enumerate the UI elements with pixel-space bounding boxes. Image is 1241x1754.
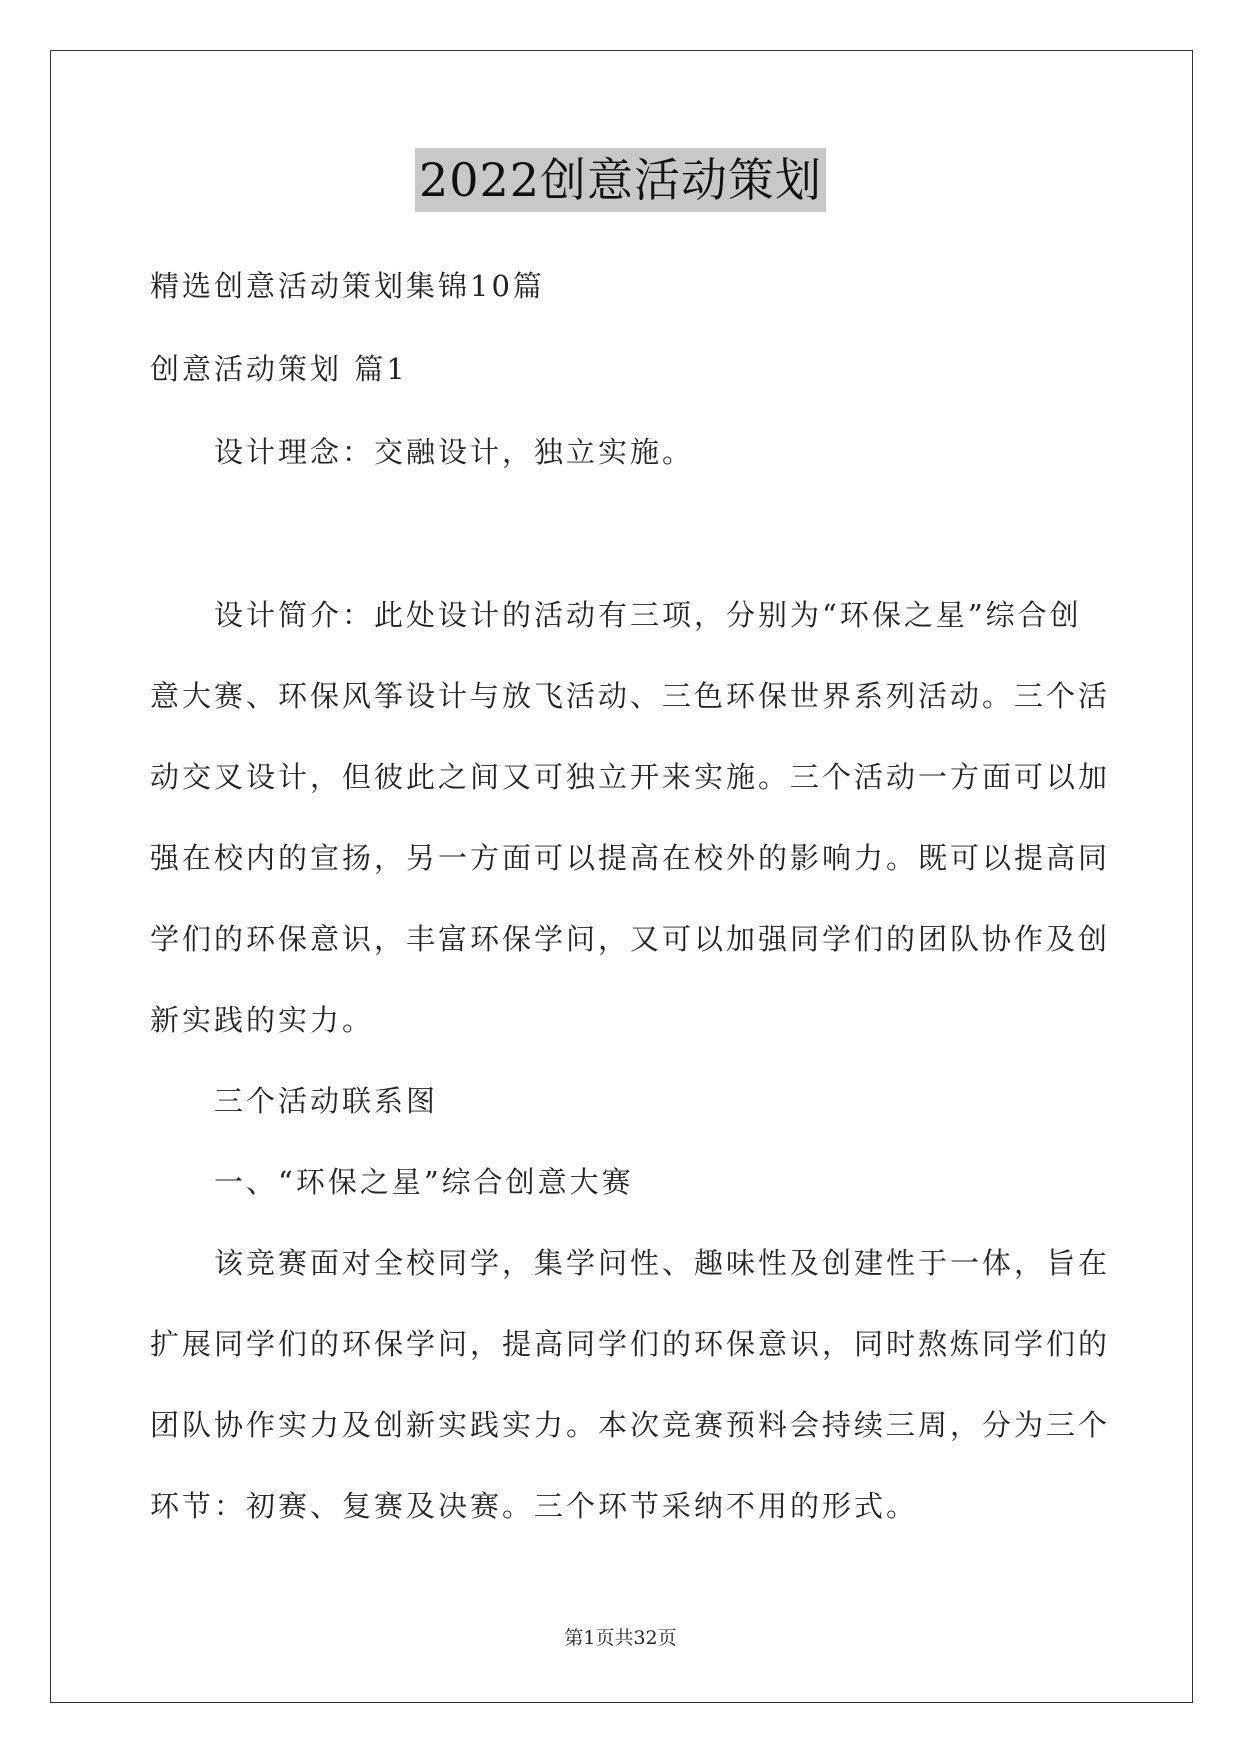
title-container (0, 148, 1241, 212)
paragraph-line: 强在校内的宣扬，另一方面可以提高在校外的影响力。既可以提高同 (150, 841, 1111, 875)
page-number: 第1页 (564, 1627, 615, 1649)
section-heading: 一、“环保之星”综合创意大赛 (214, 1165, 634, 1199)
document-title: 2022创意活动策划 (415, 148, 826, 212)
page-total: 共32页 (614, 1627, 677, 1649)
paragraph-line: 学们的环保意识，丰富环保学问，又可以加强同学们的团队协作及创 (150, 922, 1111, 956)
paragraph-line: 环节：初赛、复赛及决赛。三个环节采纳不用的形式。 (150, 1489, 919, 1523)
paragraph-line: 扩展同学们的环保学问，提高同学们的环保意识，同时熬炼同学们的 (150, 1327, 1111, 1361)
section-heading: 创意活动策划 篇1 (150, 352, 408, 386)
paragraph-line: 设计理念：交融设计，独立实施。 (214, 435, 695, 469)
paragraph-line: 设计简介：此处设计的活动有三项，分别为“环保之星”综合创 (214, 598, 1082, 632)
paragraph-line: 意大赛、环保风筝设计与放飞活动、三色环保世界系列活动。三个活 (150, 679, 1111, 713)
paragraph-line: 团队协作实力及创新实践实力。本次竞赛预料会持续三周，分为三个 (150, 1408, 1111, 1442)
page-footer (0, 1624, 1241, 1652)
paragraph-line: 动交叉设计，但彼此之间又可独立开来实施。三个活动一方面可以加 (150, 760, 1111, 794)
subtitle-line: 精选创意活动策划集锦10篇 (150, 269, 545, 303)
paragraph-line: 新实践的实力。 (150, 1003, 375, 1037)
paragraph-line: 该竞赛面对全校同学，集学问性、趣味性及创建性于一体，旨在 (214, 1246, 1111, 1280)
paragraph-line: 三个活动联系图 (214, 1084, 439, 1118)
